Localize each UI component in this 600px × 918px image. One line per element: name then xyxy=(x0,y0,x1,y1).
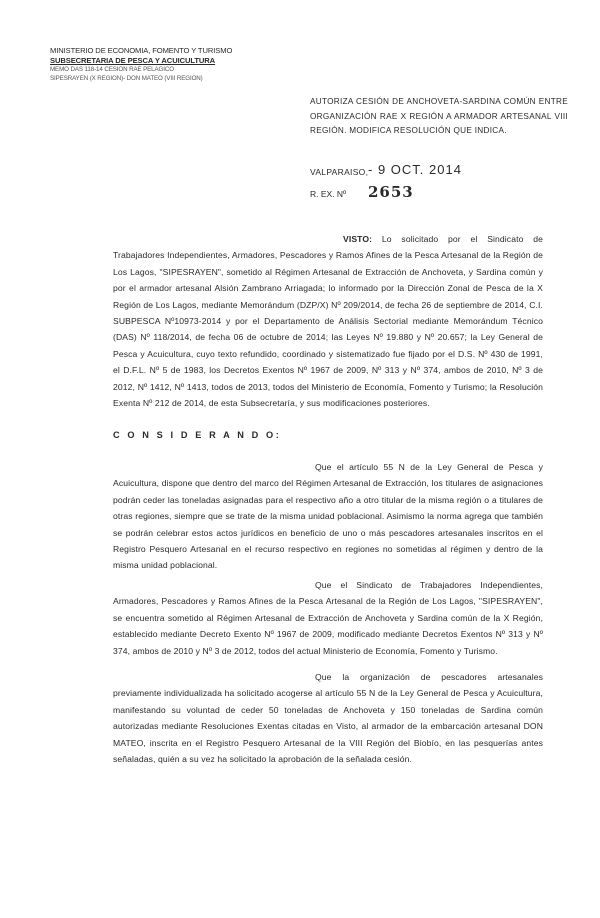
visto-keyword: VISTO: xyxy=(343,234,373,244)
considerando-paragraph-2: Que el Sindicato de Trabajadores Independientes, Armadores, Pescadores y Ramos Afines de la Pesca Artesanal de la Región de Los Lagos, "SIPESRAYEN", se encuentra sometido al Régimen Artesanal de Extracción de Anchoveta y Sardina común de la X Región, establecido mediante Decreto Exento Nº 1967 de 2009, modificado mediante Decretos Exentos Nº 313 y Nº 374, ambos de 2010 y Nº 3 de 2012, todos del actual Ministerio de Economía, Fomento y Turismo. xyxy=(113,580,543,656)
resolution-number: 2653 xyxy=(368,183,414,201)
place-label: VALPARAISO, xyxy=(310,167,369,177)
visto-paragraph xyxy=(113,231,543,411)
considerando-heading: C O N S I D E R A N D O: xyxy=(113,430,282,440)
letterhead xyxy=(50,46,270,83)
memo-reference-2: SIPESRAYEN (X REGION)- DON MATEO (VIII REGION) xyxy=(50,75,203,83)
resolution-subject: AUTORIZA CESIÓN DE ANCHOVETA-SARDINA COMÚN ENTRE ORGANIZACIÓN RAE X REGIÓN A ARMADOR ARTESANAL VIII REGIÓN. MODIFICA RESOLUCIÓN QUE INDICA. xyxy=(310,97,568,136)
subsecretaria-name: SUBSECRETARIA DE PESCA Y ACUICULTURA xyxy=(50,55,216,65)
visto-text: Lo solicitado por el Sindicato de Trabajadores Independientes, Armadores, Pescadores y Ramos Afines de la Pesca Artesanal de la Región de Los Lagos, "SIPESRAYEN", sometido al Régimen Artesanal de Extracción de Anchoveta, y Sardina común y por el armador artesanal Alsión Zambrano Arriagada; lo informado por la Dirección Zonal de Pesca de la X Región de Los Lagos, mediante Memorándum (DZP/X) Nº 209/2014, de fecha 26 de septiembre de 2014, C.I. SUBPESCA Nº10973-2014 y por el Departamento de Análisis Sectorial mediante Memorándum Técnico (DAS) Nº 118/2014, de fecha 06 de octubre de 2014; las Leyes Nº 19.880 y Nº 20.657; la Ley General de Pesca y Acuicultura, cuyo texto refundido, coordinado y sistematizado fue fijado por el D.S. Nº 430 de 1991, el D.F.L. Nº 5 de 1983, los Decretos Exentos Nº 1967 de 2009, Nº 313 y Nº 374, ambos de 2010, Nº 3 de 2012, Nº 1412, Nº 1413, todos de 2013, todos del Ministerio de Economía, Fomento y Turismo; la Resolución Exenta Nº 212 de 2014, de esta Subsecretaría, y sus modificaciones posteriores. xyxy=(113,234,543,409)
considerando-paragraph-3: Que la organización de pescadores artesanales previamente individualizada ha solicitado acogerse al artículo 55 N de la Ley General de Pesca y Acuicultura, manifestando su voluntad de ceder 50 toneladas de Anchoveta y 150 toneladas de Sardina común autorizadas mediante Resoluciones Exentas citadas en Visto, al armador de la embarcación artesanal DON MATEO, inscrita en el Registro Pesquero Artesanal de la VIII Región del Biobío, en las pesquerías antes señaladas, quién a su vez ha solicitado la aprobación de la señalada cesión. xyxy=(113,672,543,765)
ministry-name: MINISTERIO DE ECONOMIA, FOMENTO Y TURISMO xyxy=(50,46,233,55)
rex-label: R. EX. Nº xyxy=(310,189,347,199)
date-stamp: - 9 OCT. 2014 xyxy=(368,162,462,177)
memo-reference: MEMO DAS 118-14 CESION RAE PELAGICO xyxy=(50,66,174,74)
considerando-paragraph-1: Que el artículo 55 N de la Ley General de Pesca y Acuicultura, dispone que dentro del marco del Régimen Artesanal de Extracción, los titulares de asignaciones podrán ceder las toneladas asignadas para el respectivo año a otro titular de la misma región o a titulares de otras regiones, siempre que se trate de la misma unidad poblacional. Asimismo la norma agrega que también se podrán celebrar estos actos jurídicos en beneficio de uno o más pescadores artesanales inscritos en el Registro Pesquero Artesanal en el recurso respectivo en regiones no sometidas al régimen y dentro de la misma unidad poblacional. xyxy=(113,462,543,571)
